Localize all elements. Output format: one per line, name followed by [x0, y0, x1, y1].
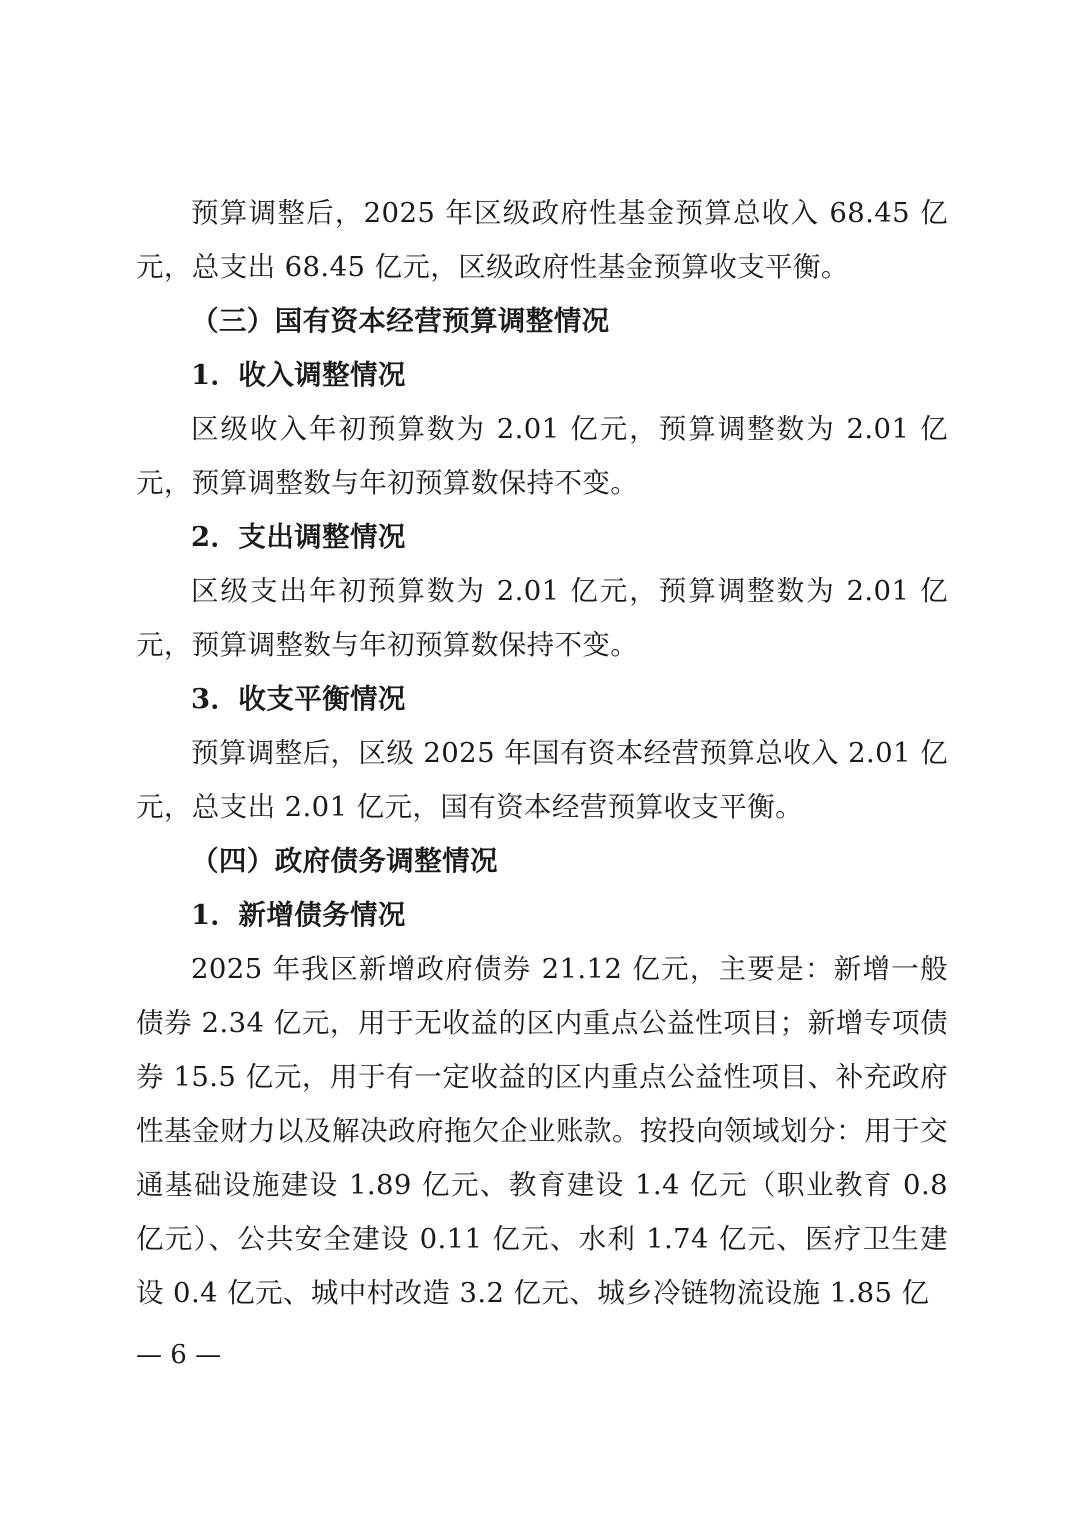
- document-body: [136, 186, 948, 1320]
- heading-revenue-adjustment: 1．收入调整情况: [191, 359, 406, 391]
- heading-government-debt-adjustment: （四）政府债务调整情况: [191, 845, 498, 877]
- paragraph-new-debt-detail: 2025 年我区新增政府债券 21.12 亿元，主要是：新增一般债券 2.34 亿元，用于无收益的区内重点公益性项目；新增专项债券 15.5 亿元，用于有一定收益的区内重点公益性项目、补充政府性基金财力以及解决政府拖欠企业账款。按投向领域划分：用于交通基础设施建设 1.89 亿元、教育建设 1.4 亿元（职业教育 0.8 亿元）、公共安全建设 0.11 亿元、水利 1.74 亿元、医疗卫生建设 0.4 亿元、城中村改造 3.2 亿元、城乡冷链物流设施 1.85 亿: [136, 953, 948, 1309]
- heading-new-debt: 1．新增债务情况: [191, 899, 406, 931]
- paragraph-revenue-adjustment-detail: 区级收入年初预算数为 2.01 亿元，预算调整数为 2.01 亿元，预算调整数与年初预算数保持不变。: [136, 413, 948, 499]
- page-number: — 6 —: [136, 1340, 222, 1370]
- heading-state-capital-budget-adjustment: （三）国有资本经营预算调整情况: [191, 305, 610, 337]
- paragraph-budget-fund-balance: 预算调整后，2025 年区级政府性基金预算总收入 68.45 亿元，总支出 68.45 亿元，区级政府性基金预算收支平衡。: [136, 197, 948, 283]
- heading-expenditure-adjustment: 2．支出调整情况: [191, 521, 406, 553]
- heading-balance-situation: 3．收支平衡情况: [191, 683, 406, 715]
- paragraph-balance-detail: 预算调整后，区级 2025 年国有资本经营预算总收入 2.01 亿元，总支出 2.01 亿元，国有资本经营预算收支平衡。: [136, 737, 948, 823]
- paragraph-expenditure-adjustment-detail: 区级支出年初预算数为 2.01 亿元，预算调整数为 2.01 亿元，预算调整数与年初预算数保持不变。: [136, 575, 948, 661]
